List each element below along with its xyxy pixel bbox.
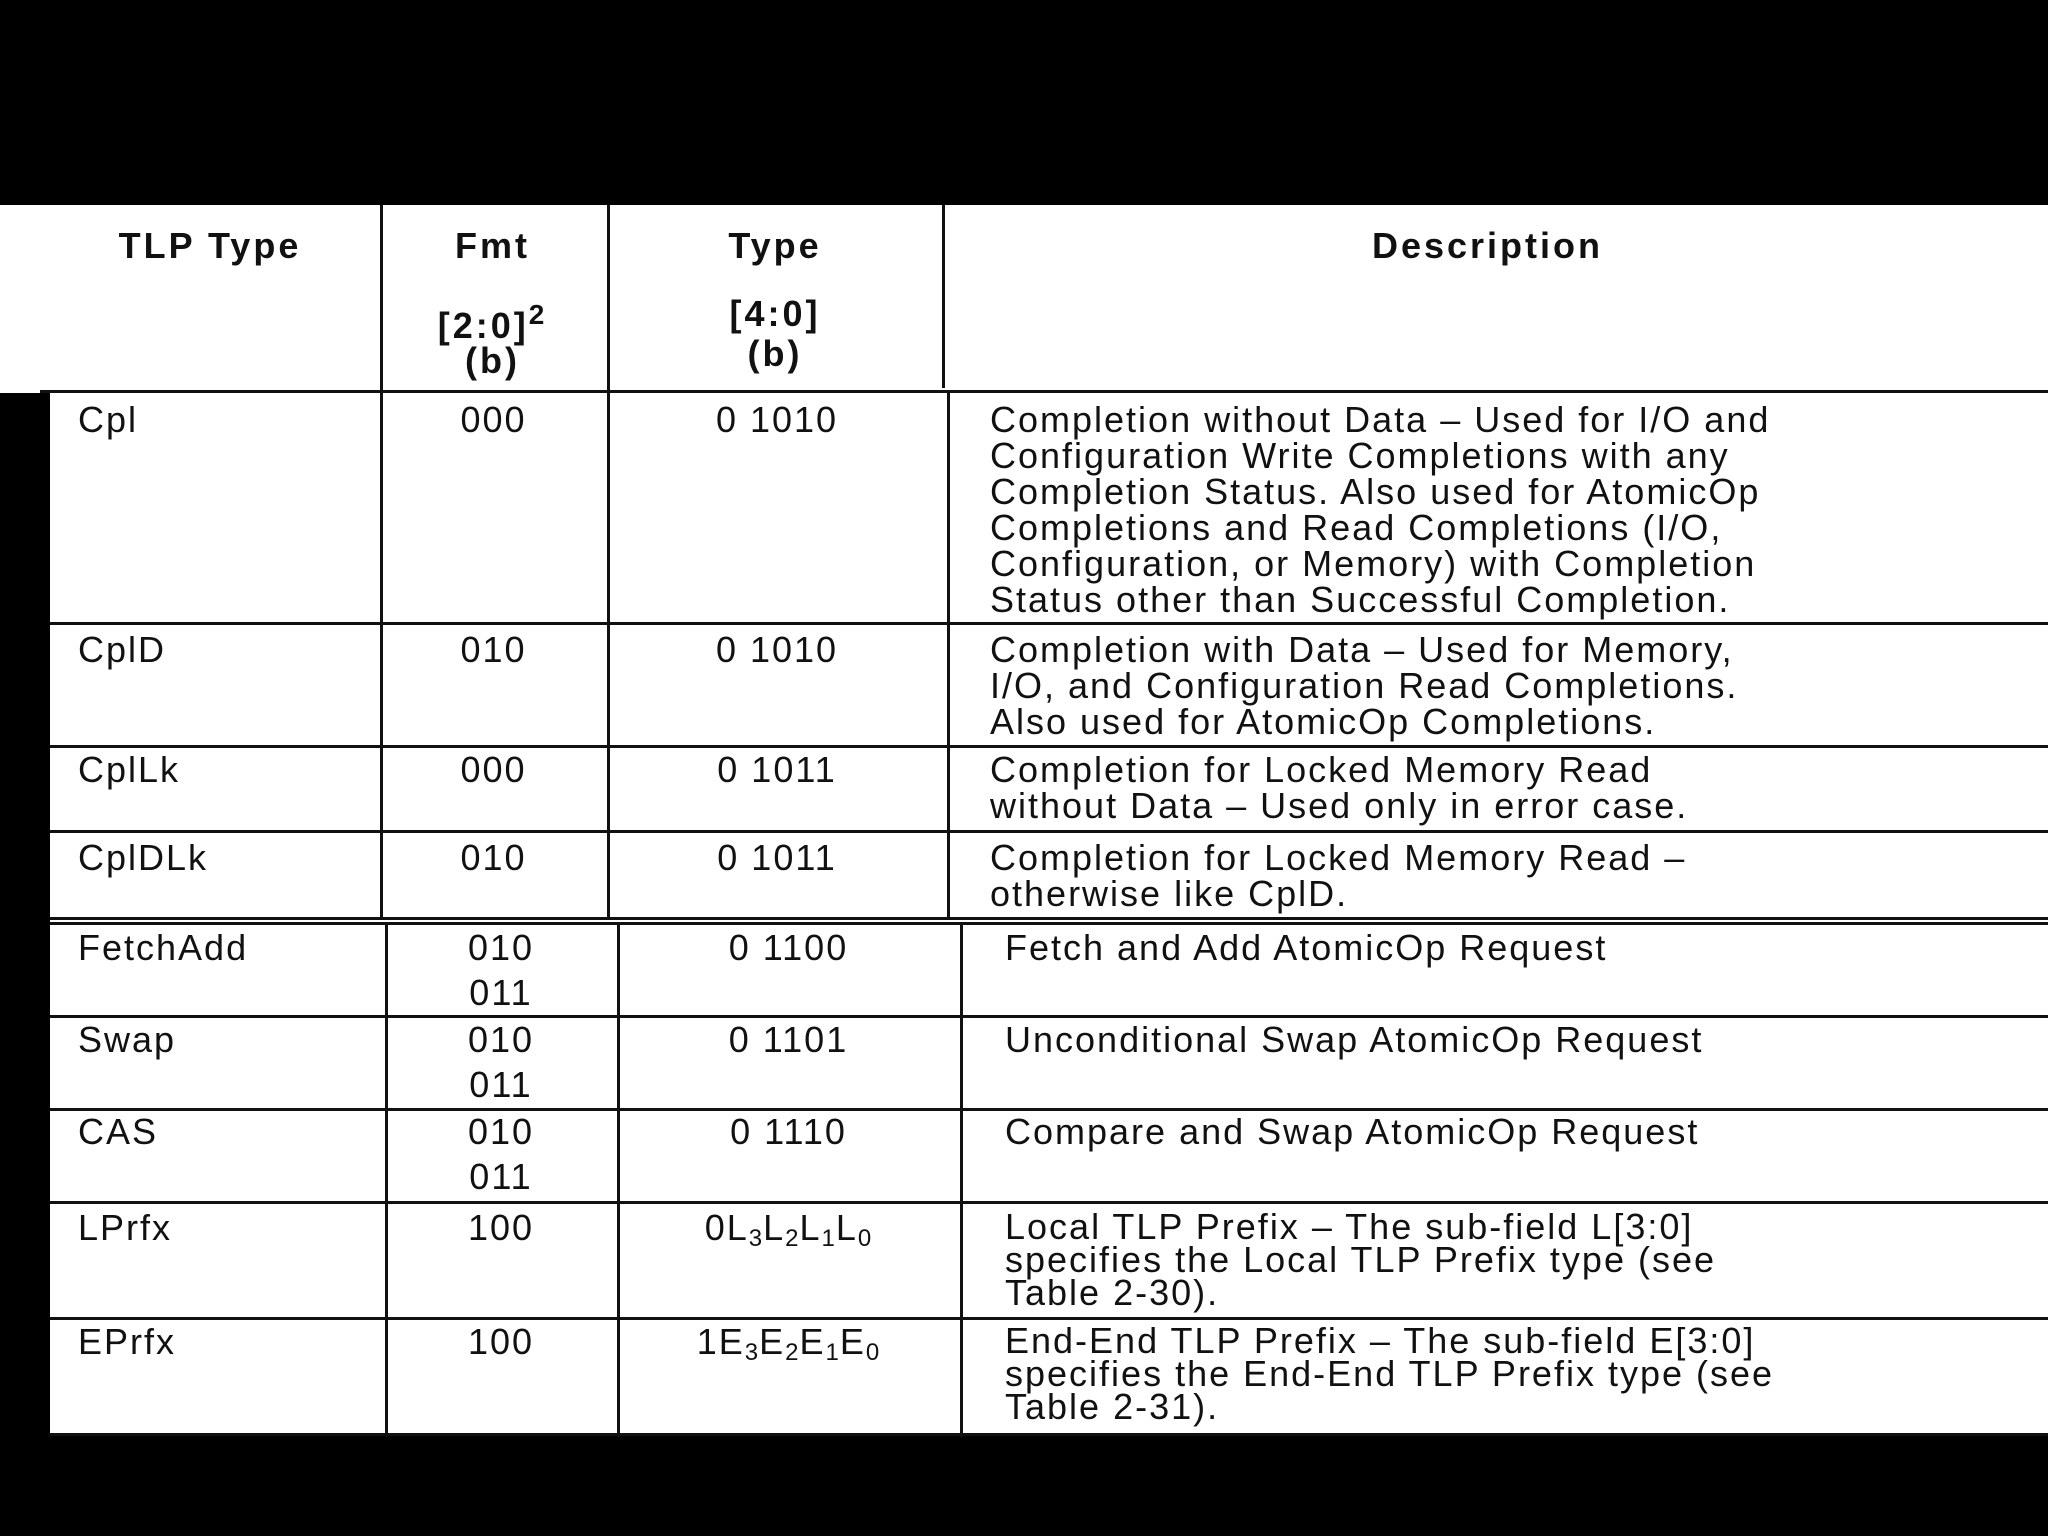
- desc-line: Completion with Data – Used for Memory,: [990, 629, 1734, 670]
- row-name-cpllk: CplLk: [78, 749, 181, 790]
- desc-line: End-End TLP Prefix – The sub-field E[3:0]: [1005, 1320, 1756, 1361]
- desc-line: without Data – Used only in error case.: [990, 785, 1689, 826]
- row-type-cpld: 0 1010: [715, 629, 839, 670]
- row-fmt-cpllk: 000: [460, 749, 527, 790]
- type-part: 1E: [696, 1321, 745, 1362]
- row-type-eprfx: [617, 1321, 960, 1371]
- type-part: L: [763, 1207, 786, 1248]
- row-desc-cpl: [990, 399, 2040, 620]
- row-type-cpl: 0 1010: [715, 399, 839, 440]
- divider: [947, 390, 950, 920]
- type-part: 0L: [704, 1207, 749, 1248]
- desc-line: Completions and Read Completions (I/O,: [990, 507, 1723, 548]
- row-name-cpldlk: CplDLk: [78, 837, 209, 878]
- row-divider: [50, 1015, 2048, 1018]
- header-fmt-footnote: 2: [528, 299, 548, 330]
- row-name-fetchadd: FetchAdd: [78, 927, 249, 968]
- row-type-cpllk: 0 1011: [717, 749, 837, 790]
- row-name-swap: Swap: [78, 1019, 177, 1060]
- type-subscript: 3: [748, 1225, 764, 1252]
- desc-line: Status other than Successful Completion.: [990, 579, 1731, 620]
- type-subscript: 1: [825, 1339, 840, 1366]
- row-desc-cpldlk: [990, 837, 2040, 914]
- divider: [942, 205, 945, 388]
- header-fmt: Fmt: [455, 225, 530, 266]
- desc-line: Also used for AtomicOp Completions.: [990, 701, 1657, 742]
- row-name-cas: CAS: [78, 1111, 159, 1152]
- row-name-cpld: CplD: [78, 629, 167, 670]
- row-divider: [40, 390, 2048, 393]
- divider: [380, 205, 383, 920]
- top-black-band: [0, 0, 2048, 205]
- row-desc-lprfx: [1005, 1206, 2040, 1313]
- header-fmt-range: [2:0]: [437, 305, 529, 346]
- desc-line: Completion for Locked Memory Read: [990, 749, 1653, 790]
- row-fmt-cpldlk: 010: [460, 837, 527, 878]
- header-type-unit: (b): [747, 333, 803, 374]
- row-desc-cpld: [990, 629, 2040, 742]
- desc-line: Configuration, or Memory) with Completion: [990, 543, 1757, 584]
- divider: [607, 205, 610, 920]
- row-divider: [50, 622, 2048, 625]
- type-subscript: 0: [857, 1225, 873, 1252]
- desc-line: otherwise like CplD.: [990, 873, 1349, 914]
- desc-line: specifies the End-End TLP Prefix type (see: [1005, 1353, 1775, 1394]
- row-fmt-eprfx: 100: [467, 1321, 535, 1362]
- type-subscript: 1: [821, 1225, 836, 1252]
- type-part: L: [835, 1207, 858, 1248]
- divider: [960, 922, 963, 1437]
- row-type-cpldlk: 0 1011: [717, 837, 837, 878]
- row-desc-swap: [1005, 1019, 2040, 1060]
- row-divider: [50, 922, 2048, 925]
- type-part: L: [799, 1207, 822, 1248]
- type-subscript: 2: [785, 1339, 800, 1366]
- desc-line: Unconditional Swap AtomicOp Request: [1005, 1019, 1704, 1060]
- row-fmt-cas: 010: [467, 1111, 535, 1152]
- row-type-fetchadd: 0 1100: [728, 927, 849, 968]
- desc-line: Compare and Swap AtomicOp Request: [1005, 1111, 1700, 1152]
- row-divider: [50, 1201, 2048, 1204]
- type-part: E: [799, 1321, 826, 1362]
- header-tlp-type: TLP Type: [118, 225, 302, 266]
- row-type-swap: 0 1101: [728, 1019, 849, 1060]
- row-fmt2-cas: 011: [469, 1156, 533, 1197]
- header-fmt-unit: (b): [465, 340, 520, 381]
- type-subscript: 3: [744, 1339, 760, 1366]
- type-part: E: [759, 1321, 786, 1362]
- row-fmt-fetchadd: 010: [467, 927, 535, 968]
- desc-line: I/O, and Configuration Read Completions.: [990, 665, 1739, 706]
- row-fmt-swap: 010: [467, 1019, 535, 1060]
- desc-line: specifies the Local TLP Prefix type (see: [1005, 1239, 1717, 1280]
- row-fmt-cpld: 010: [460, 629, 527, 670]
- type-part: E: [839, 1321, 866, 1362]
- desc-line: Local TLP Prefix – The sub-field L[3:0]: [1005, 1206, 1694, 1247]
- desc-line: Table 2-31).: [1005, 1386, 1220, 1427]
- row-name-cpl: Cpl: [78, 399, 139, 440]
- row-fmt-cpl: 000: [460, 399, 527, 440]
- type-subscript: 0: [865, 1339, 881, 1366]
- header-fmt-bits: [380, 297, 605, 344]
- desc-line: Fetch and Add AtomicOp Request: [1005, 927, 1608, 968]
- row-desc-cas: [1005, 1111, 2040, 1152]
- row-divider: [50, 917, 2048, 920]
- type-subscript: 2: [785, 1225, 800, 1252]
- desc-line: Table 2-30).: [1005, 1272, 1220, 1313]
- row-type-lprfx: [617, 1207, 960, 1257]
- row-divider: [50, 830, 2048, 833]
- desc-line: Completion Status. Also used for AtomicOp: [990, 471, 1761, 512]
- desc-line: Configuration Write Completions with any: [990, 435, 1730, 476]
- desc-line: Completion without Data – Used for I/O and: [990, 399, 1771, 440]
- row-fmt2-fetchadd: 011: [469, 972, 533, 1013]
- row-fmt-lprfx: 100: [467, 1207, 535, 1248]
- row-desc-cpllk: [990, 749, 2040, 826]
- row-name-eprfx: EPrfx: [78, 1321, 177, 1362]
- desc-line: Completion for Locked Memory Read –: [990, 837, 1687, 878]
- row-type-cas: 0 1110: [730, 1111, 847, 1152]
- row-desc-fetchadd: [1005, 927, 2040, 968]
- row-desc-eprfx: [1005, 1320, 2040, 1427]
- row-fmt2-swap: 011: [469, 1064, 533, 1105]
- row-divider: [50, 745, 2048, 748]
- header-extension: [0, 205, 50, 393]
- header-description: Description: [1371, 225, 1604, 266]
- row-name-lprfx: LPrfx: [78, 1207, 173, 1248]
- row-divider: [50, 1433, 2048, 1436]
- header-type: Type: [728, 225, 822, 266]
- header-type-bits: [4:0]: [729, 293, 821, 334]
